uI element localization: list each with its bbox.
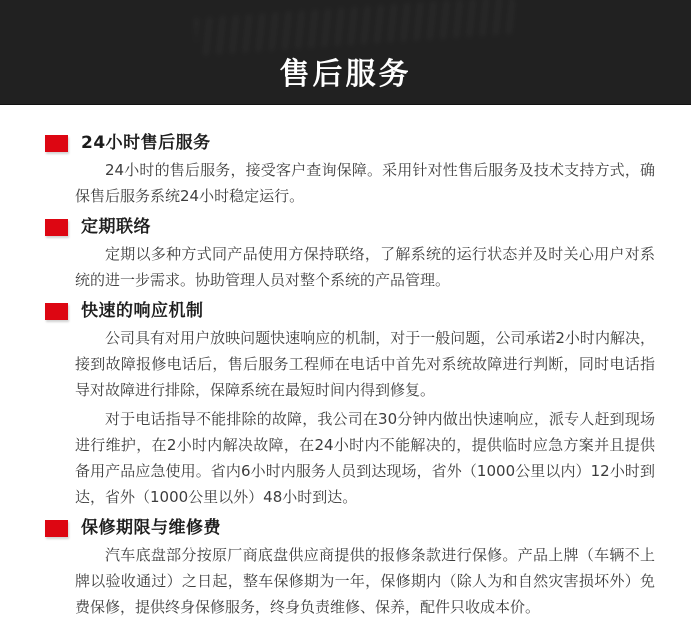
- red-square-bullet-icon: [45, 303, 68, 320]
- red-square-bullet-icon: [45, 520, 68, 537]
- section-title: 24小时售后服务: [81, 133, 211, 153]
- service-section: [45, 518, 655, 620]
- section-heading: [45, 217, 655, 238]
- service-section: [45, 133, 655, 209]
- page-title: 售后服务: [279, 57, 412, 92]
- section-paragraph: 定期以多种方式同产品使用方保持联络，了解系统的运行状态并及时关心用户对系统的进一步需求。协助管理人员对整个系统的产品管理。: [75, 245, 655, 289]
- section-paragraph: 汽车底盘部分按原厂商底盘供应商提供的报修条款进行保修。产品上牌（车辆不上牌以验收通过）之日起，整车保修期为一年，保修期内（除人为和自然灾害损坏外）免费保修，提供终身保修服务，终身负责维修、保养，配件只收成本价。: [75, 546, 655, 616]
- section-title: 保修期限与维修费: [81, 518, 221, 538]
- section-heading: [45, 518, 655, 539]
- section-paragraph: 对于电话指导不能排除的故障，我公司在30分钟内做出快速响应，派专人赶到现场进行维护，在2小时内解决故障，在24小时内不能解决的，提供临时应急方案并且提供备用产品应急使用。省内6小时内服务人员到达现场，省外（1000公里以内）12小时到达，省外（1000公里以外）48小时到达。: [75, 410, 655, 506]
- title-banner: [0, 0, 691, 105]
- section-paragraph: 24小时的售后服务，接受客户查询保障。采用针对性售后服务及技术支持方式，确保售后服务系统24小时稳定运行。: [75, 161, 655, 205]
- section-heading: [45, 133, 655, 154]
- service-section: [45, 217, 655, 293]
- content: [0, 105, 691, 620]
- red-square-bullet-icon: [45, 135, 68, 152]
- watermark-smudge: [194, 0, 516, 56]
- red-square-bullet-icon: [45, 219, 68, 236]
- section-title: 定期联络: [81, 217, 151, 237]
- section-paragraph: 公司具有对用户放映问题快速响应的机制，对于一般问题，公司承诺2小时内解决，接到故障报修电话后，售后服务工程师在电话中首先对系统故障进行判断，同时电话指导对故障进行排除，保障系统在最短时间内得到修复。: [75, 329, 655, 399]
- service-section: [45, 301, 655, 510]
- section-heading: [45, 301, 655, 322]
- section-title: 快速的响应机制: [81, 301, 204, 321]
